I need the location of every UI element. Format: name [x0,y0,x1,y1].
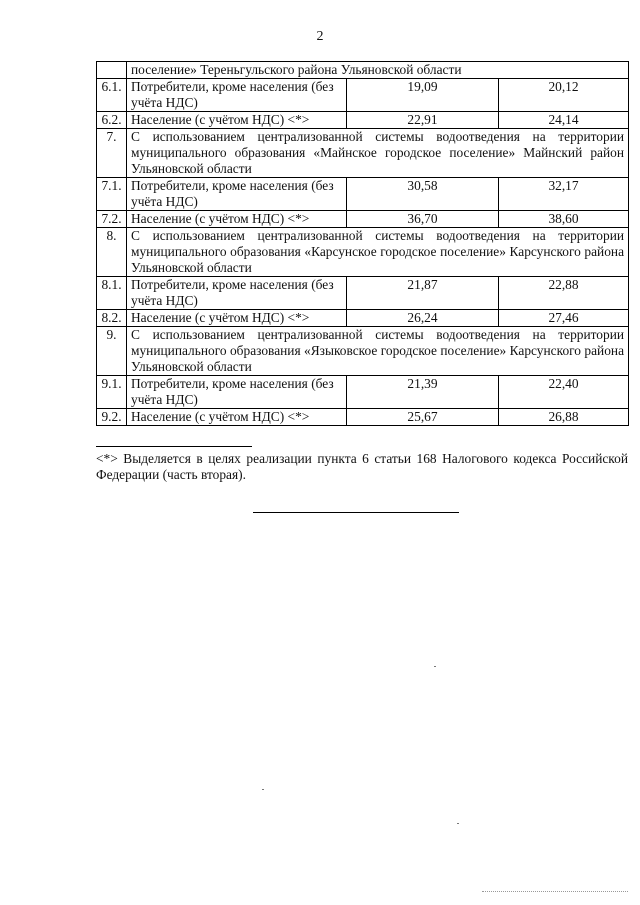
value-cell: 22,88 [499,277,629,310]
table-row [97,376,629,409]
row-label: Потребители, кроме населения (без учёта НДС) [127,178,347,211]
tariff-table [96,61,629,426]
value-cell: 26,88 [499,409,629,426]
row-number: 8.1. [97,277,127,310]
table-row [97,409,629,426]
value-cell: 38,60 [499,211,629,228]
value-cell: 22,40 [499,376,629,409]
table-row [97,178,629,211]
section-number: 8. [97,228,127,277]
row-number: 7.2. [97,211,127,228]
row-label: Население (с учётом НДС) <*> [127,112,347,129]
section-heading-row [97,228,629,277]
row-label: Потребители, кроме населения (без учёта НДС) [127,79,347,112]
scan-speck [434,666,436,667]
section-heading: С использованием централизованной системы водоотведения на территории муниципального образования «Языковское городское поселение» Карсунского района Ульяновской области [127,327,629,376]
row-label: Население (с учётом НДС) <*> [127,310,347,327]
end-of-document-rule [253,512,459,513]
value-cell: 19,09 [347,79,499,112]
scan-speck [457,823,459,824]
section-heading-row [97,327,629,376]
row-label: Население (с учётом НДС) <*> [127,211,347,228]
row-label: Потребители, кроме населения (без учёта НДС) [127,277,347,310]
scan-speck [262,789,264,790]
section-number: 9. [97,327,127,376]
row-number: 9.1. [97,376,127,409]
section-heading: С использованием централизованной системы водоотведения на территории муниципального образования «Майнское городское поселение» Майнский район Ульяновской области [127,129,629,178]
row-number: 6.1. [97,79,127,112]
section-number: 7. [97,129,127,178]
row-number: 9.2. [97,409,127,426]
continuation-text: поселение» Тереньгульского района Ульяновской области [127,62,629,79]
row-number: 8.2. [97,310,127,327]
value-cell: 21,39 [347,376,499,409]
value-cell: 20,12 [499,79,629,112]
value-cell: 22,91 [347,112,499,129]
value-cell: 24,14 [499,112,629,129]
section-heading: С использованием централизованной системы водоотведения на территории муниципального образования «Карсунское городское поселение» Карсунского района Ульяновской области [127,228,629,277]
footnote-divider [96,446,252,447]
table-row [97,277,629,310]
row-number: 7.1. [97,178,127,211]
row-number: 6.2. [97,112,127,129]
page-number: 2 [316,29,324,44]
row-label: Население (с учётом НДС) <*> [127,409,347,426]
value-cell: 26,24 [347,310,499,327]
value-cell: 21,87 [347,277,499,310]
table-row [97,211,629,228]
value-cell: 30,58 [347,178,499,211]
table-row [97,310,629,327]
table-row [97,79,629,112]
table-row-continuation [97,62,629,79]
value-cell: 27,46 [499,310,629,327]
table-row [97,112,629,129]
value-cell: 36,70 [347,211,499,228]
value-cell: 32,17 [499,178,629,211]
scan-edge-line [482,891,628,892]
value-cell: 25,67 [347,409,499,426]
section-heading-row [97,129,629,178]
row-label: Потребители, кроме населения (без учёта НДС) [127,376,347,409]
footnote: <*> Выделяется в целях реализации пункта 6 статьи 168 Налогового кодекса Российской Федерации (часть вторая). [96,451,628,482]
